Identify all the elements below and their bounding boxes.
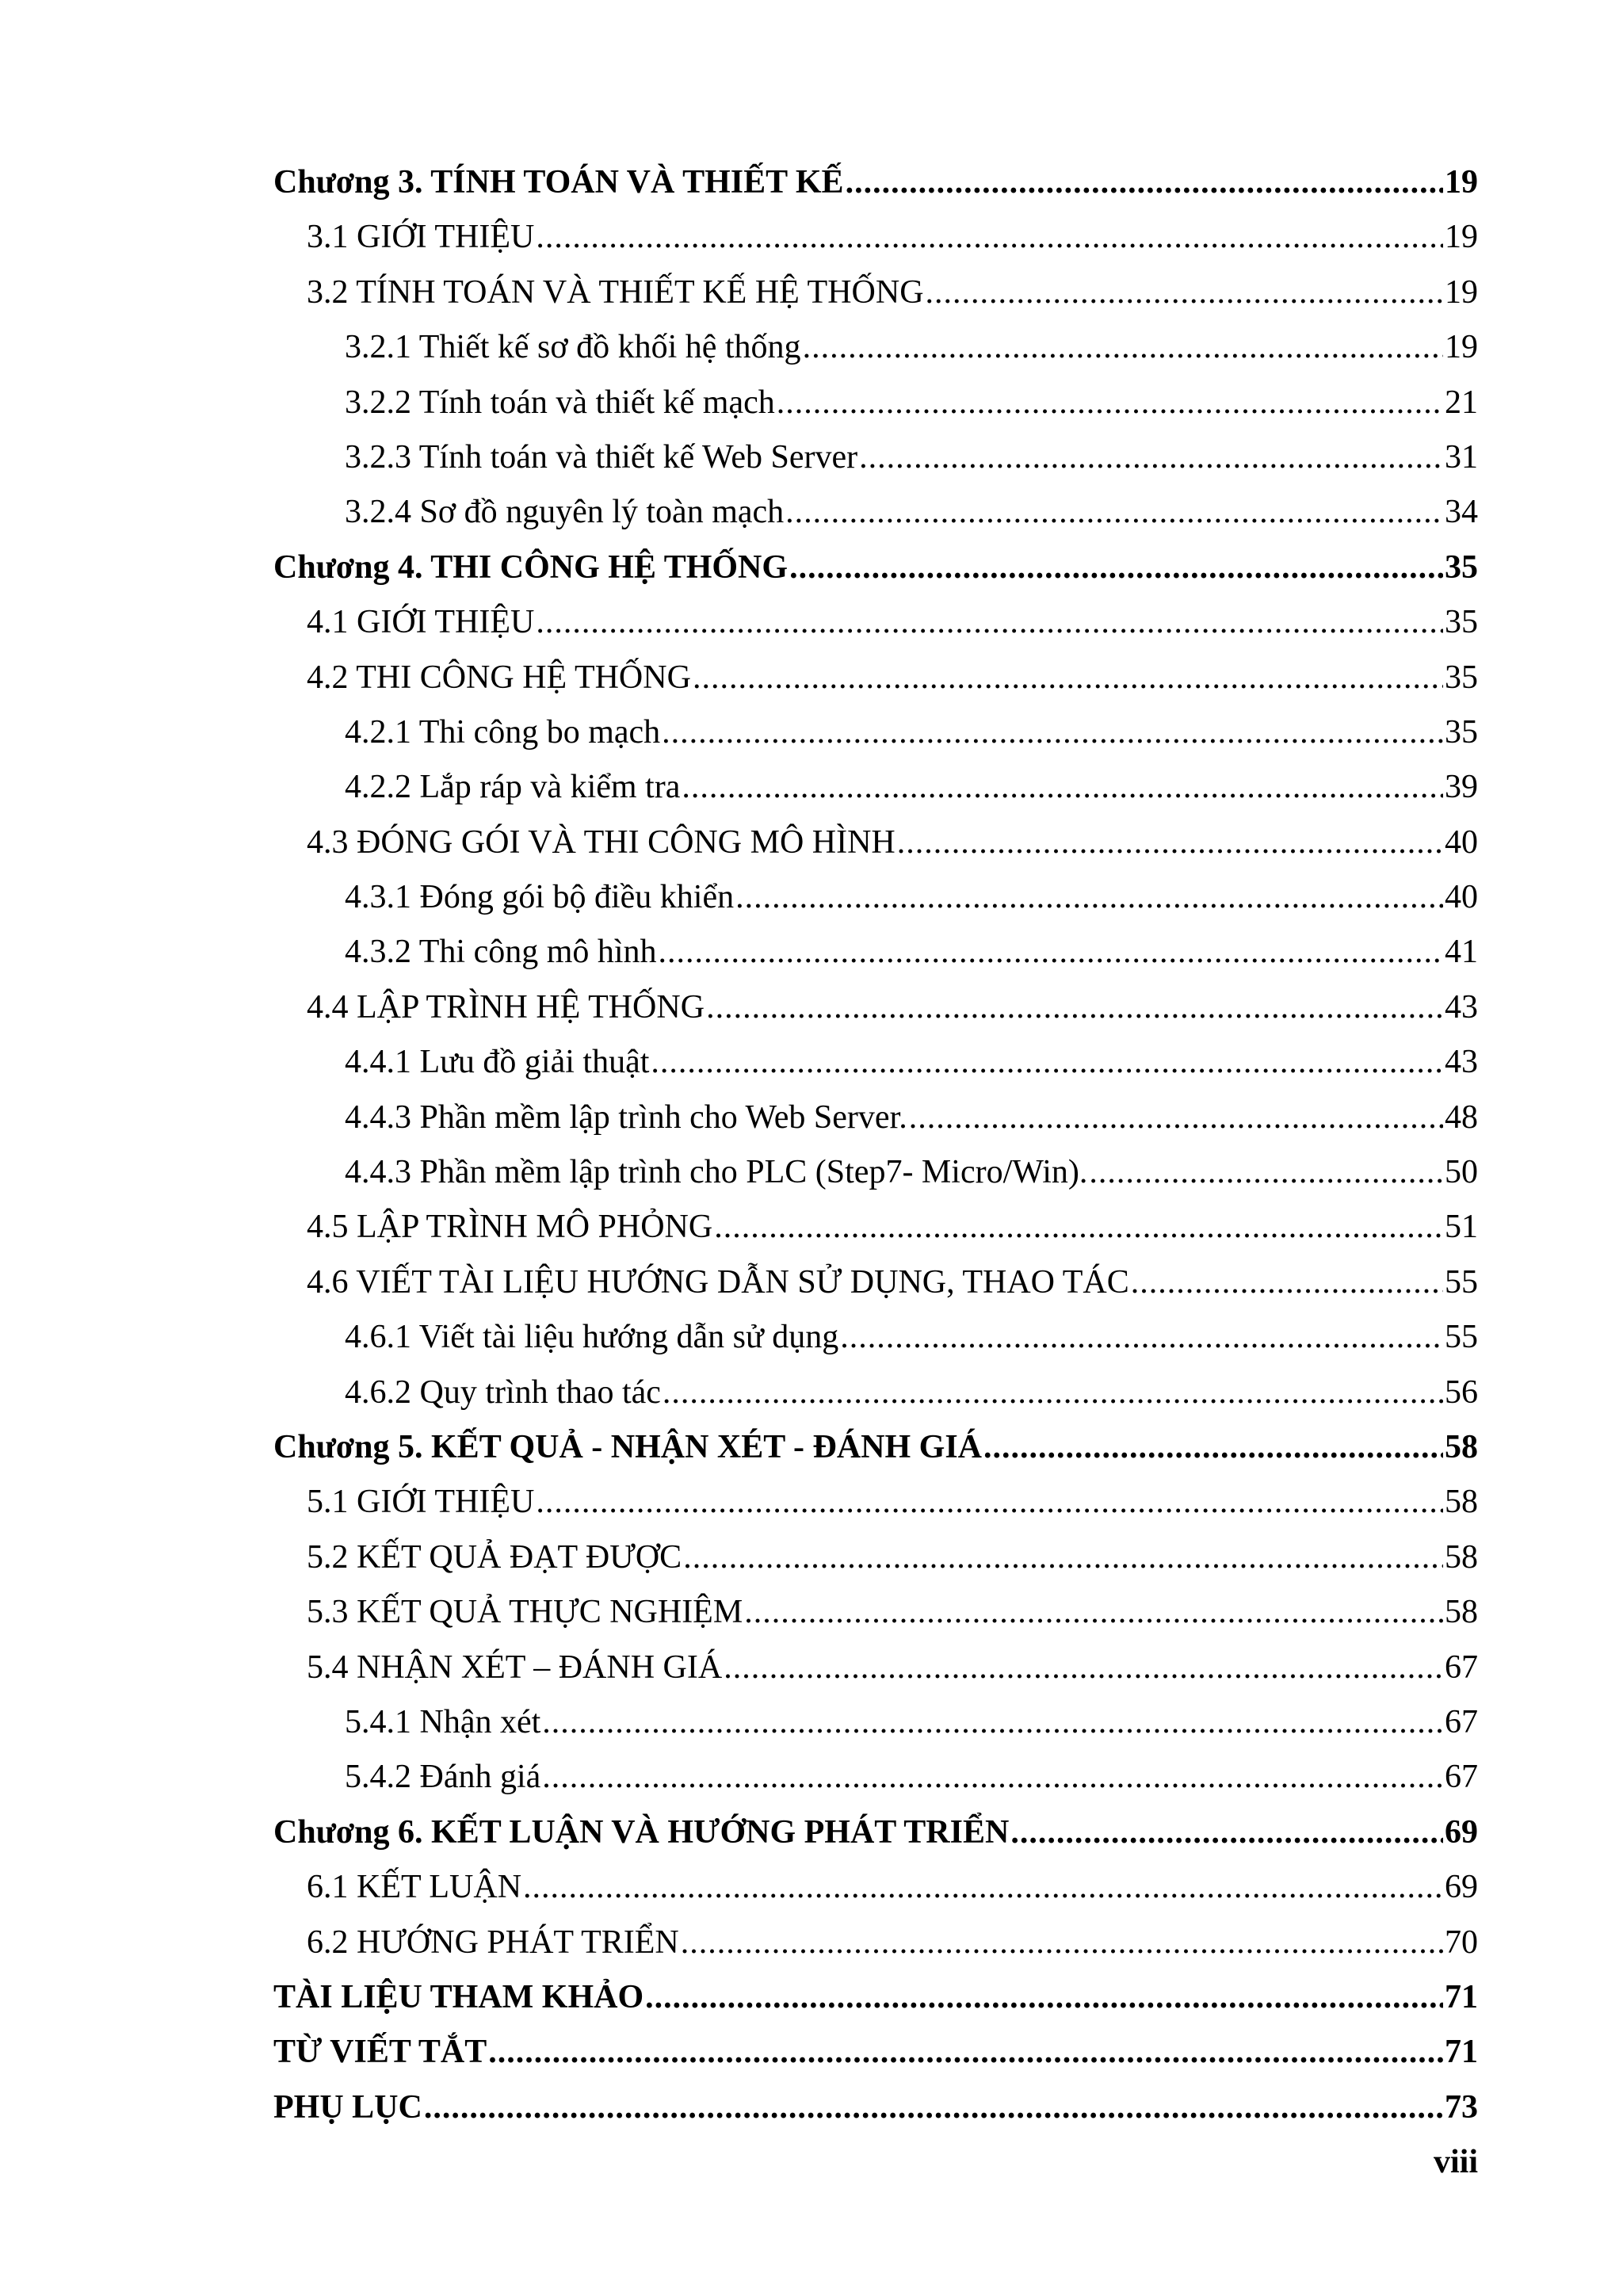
toc-entry-page: 58 — [1445, 1484, 1478, 1521]
toc-entry[interactable] — [273, 1091, 1478, 1145]
toc-entry[interactable] — [273, 1310, 1478, 1365]
toc-entry[interactable] — [273, 1695, 1478, 1750]
dot-leader — [926, 266, 1443, 320]
toc-entry-title: 3.2.1 Thiết kế sơ đồ khối hệ thống — [345, 329, 801, 366]
toc-entry-title: 5.4.1 Nhận xét — [345, 1703, 541, 1740]
dot-leader — [785, 485, 1443, 540]
toc-entry-page: 19 — [1445, 329, 1478, 366]
toc-entry[interactable] — [273, 2025, 1478, 2080]
dot-leader — [523, 1860, 1443, 1915]
toc-entry-title: 5.3 KẾT QUẢ THỰC NGHIỆM — [307, 1594, 743, 1631]
toc-entry[interactable] — [273, 705, 1478, 760]
toc-entry-title: 3.1 GIỚI THIỆU — [307, 219, 535, 256]
dot-leader — [651, 1035, 1443, 1090]
toc-entry[interactable] — [273, 485, 1478, 540]
toc-entry[interactable] — [273, 155, 1478, 210]
toc-entry-page: 69 — [1445, 1869, 1478, 1906]
toc-entry-page: 71 — [1445, 2034, 1478, 2071]
toc-entry-page: 67 — [1445, 1648, 1478, 1686]
dot-leader — [542, 1750, 1443, 1805]
toc-entry-title: 5.2 KẾT QUẢ ĐẠT ĐƯỢC — [307, 1538, 682, 1576]
toc-entry-page: 56 — [1445, 1373, 1478, 1411]
toc-entry[interactable] — [273, 595, 1478, 650]
toc-entry[interactable] — [273, 1916, 1478, 1970]
toc-entry[interactable] — [273, 816, 1478, 870]
toc-entry[interactable] — [273, 1585, 1478, 1640]
toc-entry-title: 4.3.2 Thi công mô hình — [345, 934, 657, 971]
toc-entry[interactable] — [273, 430, 1478, 485]
toc-entry-title: Chương 4. THI CÔNG HỆ THỐNG — [273, 548, 789, 586]
toc-entry-page: 58 — [1445, 1594, 1478, 1631]
dot-leader — [1089, 1145, 1443, 1200]
toc-entry-page: 39 — [1445, 769, 1478, 806]
toc-entry-page: 48 — [1445, 1098, 1478, 1136]
toc-entry-title: 4.2.2 Lắp ráp và kiểm tra — [345, 769, 681, 806]
dot-leader — [659, 925, 1443, 980]
dot-leader — [1131, 1255, 1443, 1310]
toc-entry-title: 4.2 THI CÔNG HỆ THỐNG — [307, 659, 691, 696]
toc-entry-page: 73 — [1445, 2088, 1478, 2126]
dot-leader — [536, 210, 1443, 265]
dot-leader — [536, 1475, 1443, 1530]
toc-entry[interactable] — [273, 1420, 1478, 1475]
dot-leader — [682, 760, 1443, 815]
toc-entry-page: 58 — [1445, 1428, 1478, 1465]
dot-leader — [846, 155, 1443, 210]
toc-entry-page: 35 — [1445, 548, 1478, 586]
toc-entry[interactable] — [273, 1805, 1478, 1860]
page-number: viii — [1433, 2144, 1478, 2180]
toc-entry-title: 3.2.2 Tính toán và thiết kế mạch — [345, 384, 775, 421]
toc-entry-title: 5.4 NHẬN XÉT – ĐÁNH GIÁ — [307, 1648, 723, 1686]
toc-entry-title: 4.6.2 Quy trình thao tác — [345, 1373, 661, 1411]
toc-entry-page: 43 — [1445, 1044, 1478, 1081]
toc-entry-page: 19 — [1445, 273, 1478, 311]
toc-entry-title: 3.2.4 Sơ đồ nguyên lý toàn mạch — [345, 494, 785, 531]
toc-entry-title: 4.4.3 Phần mềm lập trình cho Web Server. — [345, 1098, 907, 1136]
toc-entry[interactable] — [273, 1530, 1478, 1585]
toc-entry-title: 4.6 VIẾT TÀI LIỆU HƯỚNG DẪN SỬ DỤNG, THAO TÁC — [307, 1263, 1129, 1301]
toc-entry-page: 70 — [1445, 1924, 1478, 1961]
toc-entry[interactable] — [273, 320, 1478, 375]
toc-entry-page: 35 — [1445, 604, 1478, 641]
toc-entry[interactable] — [273, 1475, 1478, 1530]
toc-entry[interactable] — [273, 980, 1478, 1035]
toc-entry-title: 4.2.1 Thi công bo mạch — [345, 713, 661, 751]
toc-entry-page: 43 — [1445, 988, 1478, 1026]
toc-entry[interactable] — [273, 1200, 1478, 1255]
dot-leader — [662, 705, 1443, 760]
dot-leader — [983, 1420, 1443, 1475]
toc-entry-page: 51 — [1445, 1209, 1478, 1246]
toc-entry[interactable] — [273, 1970, 1478, 2025]
toc-entry[interactable] — [273, 541, 1478, 595]
toc-entry-title: TÀI LIỆU THAM KHẢO — [273, 1978, 644, 2015]
dot-leader — [744, 1585, 1443, 1640]
dot-leader — [693, 651, 1443, 705]
toc-entry-title: PHỤ LỤC — [273, 2088, 422, 2126]
toc-entry-title: Chương 6. KẾT LUẬN VÀ HƯỚNG PHÁT TRIỂN — [273, 1813, 1010, 1851]
toc-entry-title: 3.2.3 Tính toán và thiết kế Web Server — [345, 438, 858, 476]
toc-entry-page: 58 — [1445, 1538, 1478, 1576]
dot-leader — [424, 2080, 1443, 2135]
dot-leader — [706, 980, 1443, 1035]
toc-entry-title: 4.1 GIỚI THIỆU — [307, 604, 535, 641]
dot-leader — [645, 1970, 1443, 2025]
toc-entry-title: 6.2 HƯỚNG PHÁT TRIỂN — [307, 1924, 679, 1961]
toc-entry[interactable] — [273, 1641, 1478, 1695]
toc-entry[interactable] — [273, 651, 1478, 705]
toc-entry-page: 34 — [1445, 494, 1478, 531]
toc-entry-title: Chương 5. KẾT QUẢ - NHẬN XÉT - ĐÁNH GIÁ — [273, 1428, 983, 1465]
toc-entry-title: 4.4 LẬP TRÌNH HỆ THỐNG — [307, 988, 705, 1026]
toc-entry[interactable] — [273, 266, 1478, 320]
toc-entry-page: 55 — [1445, 1319, 1478, 1356]
toc-entry[interactable] — [273, 1255, 1478, 1310]
dot-leader — [714, 1200, 1443, 1255]
toc-entry-title: 5.1 GIỚI THIỆU — [307, 1484, 535, 1521]
toc-entry-page: 21 — [1445, 384, 1478, 421]
toc-entry[interactable] — [273, 760, 1478, 815]
toc-entry[interactable] — [273, 376, 1478, 430]
dot-leader — [488, 2025, 1443, 2080]
toc-entry-page: 67 — [1445, 1759, 1478, 1796]
table-of-contents — [273, 155, 1478, 2135]
dot-leader — [777, 376, 1443, 430]
dot-leader — [789, 541, 1443, 595]
toc-entry-page: 40 — [1445, 879, 1478, 916]
toc-entry[interactable] — [273, 870, 1478, 925]
dot-leader — [909, 1091, 1443, 1145]
toc-entry-page: 41 — [1445, 934, 1478, 971]
dot-leader — [840, 1310, 1443, 1365]
toc-entry-page: 31 — [1445, 438, 1478, 476]
toc-entry[interactable] — [273, 1145, 1478, 1200]
dot-leader — [663, 1366, 1443, 1420]
toc-entry-page: 67 — [1445, 1703, 1478, 1740]
dot-leader — [1010, 1805, 1443, 1860]
toc-entry[interactable] — [273, 1750, 1478, 1805]
toc-entry-page: 71 — [1445, 1978, 1478, 2015]
toc-entry-page: 19 — [1445, 219, 1478, 256]
dot-leader — [897, 816, 1443, 870]
toc-entry-page: 50 — [1445, 1154, 1478, 1191]
toc-entry[interactable] — [273, 1366, 1478, 1420]
dot-leader — [681, 1916, 1443, 1970]
toc-entry-title: 4.3.1 Đóng gói bộ điều khiển — [345, 879, 735, 916]
dot-leader — [542, 1695, 1443, 1750]
dot-leader — [735, 870, 1443, 925]
toc-entry-page: 35 — [1445, 659, 1478, 696]
toc-entry-title: 5.4.2 Đánh giá — [345, 1759, 541, 1796]
toc-entry-title: 6.1 KẾT LUẬN — [307, 1869, 522, 1906]
toc-entry[interactable] — [273, 1860, 1478, 1915]
dot-leader — [859, 430, 1443, 485]
toc-entry-page: 19 — [1445, 164, 1478, 201]
toc-entry-title: 3.2 TÍNH TOÁN VÀ THIẾT KẾ HỆ THỐNG — [307, 273, 924, 311]
toc-entry[interactable] — [273, 1035, 1478, 1090]
toc-entry-page: 69 — [1445, 1813, 1478, 1851]
toc-entry-page: 40 — [1445, 823, 1478, 861]
toc-entry-title: 4.6.1 Viết tài liệu hướng dẫn sử dụng — [345, 1319, 839, 1356]
dot-leader — [803, 320, 1443, 375]
toc-entry-page: 35 — [1445, 713, 1478, 751]
toc-entry[interactable] — [273, 210, 1478, 265]
toc-entry-page: 55 — [1445, 1263, 1478, 1301]
toc-entry-title: Chương 3. TÍNH TOÁN VÀ THIẾT KẾ — [273, 164, 844, 201]
toc-entry-title: TỪ VIẾT TẮT — [273, 2034, 487, 2071]
toc-entry-title: 4.3 ĐÓNG GÓI VÀ THI CÔNG MÔ HÌNH — [307, 823, 896, 861]
toc-entry[interactable] — [273, 925, 1478, 980]
dot-leader — [536, 595, 1443, 650]
toc-entry-title: 4.5 LẬP TRÌNH MÔ PHỎNG — [307, 1209, 713, 1246]
toc-entry-title: 4.4.1 Lưu đồ giải thuật — [345, 1044, 650, 1081]
toc-entry-title: 4.4.3 Phần mềm lập trình cho PLC (Step7- Micro/Win). — [345, 1154, 1088, 1191]
dot-leader — [683, 1530, 1443, 1585]
dot-leader — [724, 1641, 1443, 1695]
toc-entry[interactable] — [273, 2080, 1478, 2135]
